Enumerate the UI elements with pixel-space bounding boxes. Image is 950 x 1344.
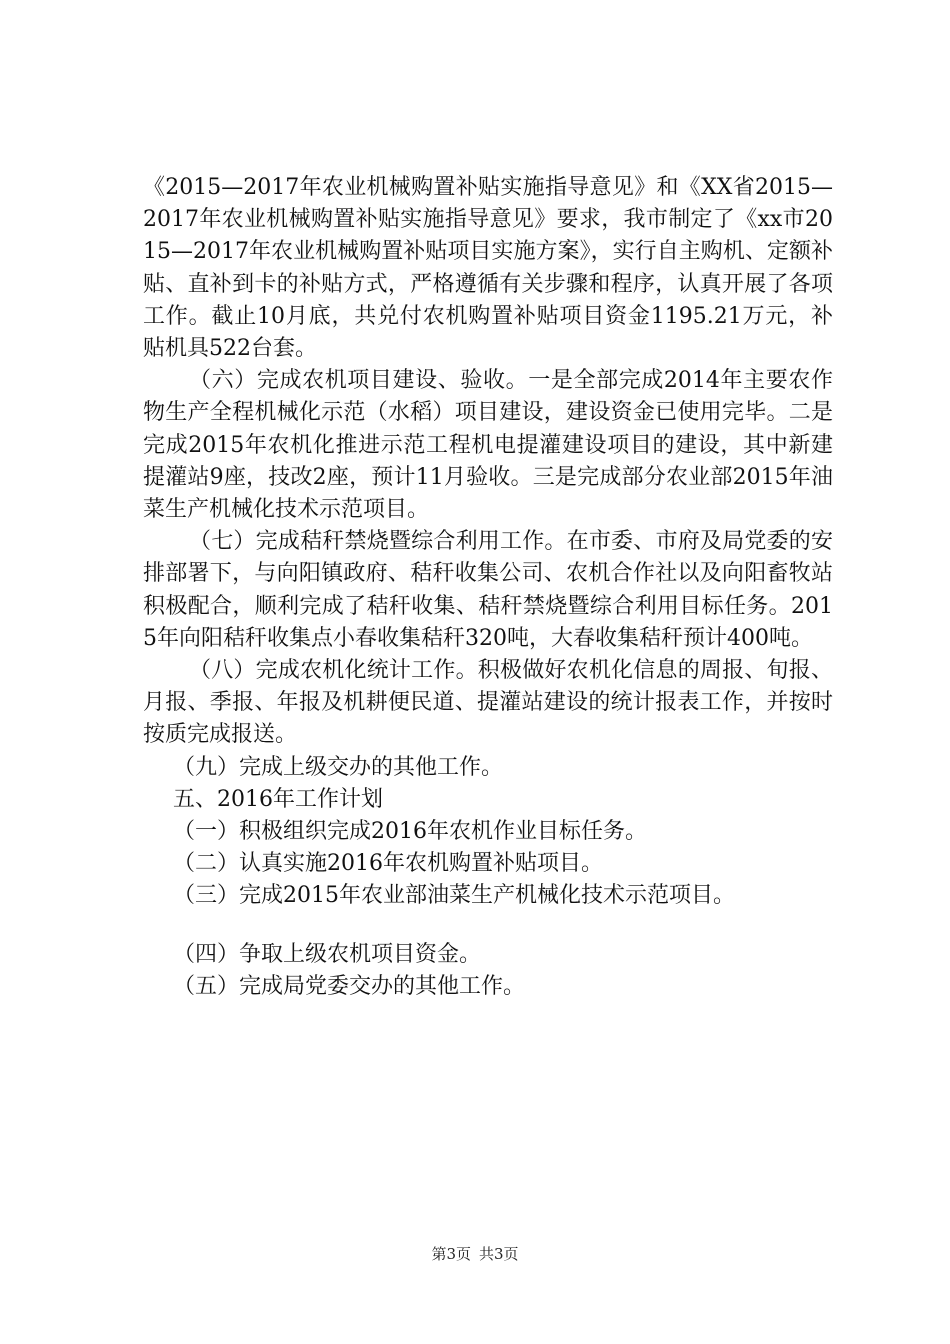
plan-item-2: （二）认真实施2016年农机购置补贴项目。: [173, 851, 603, 877]
plan-item-4: （四）争取上级农机项目资金。: [173, 941, 482, 967]
paragraph-item-7: （七）完成秸秆禁烧暨综合利用工作。在市委、市府及局党委的安排部署下，与向阳镇政府、秸秆收集公司、农机合作社以及向阳畜牧站积极配合，顺利完成了秸秆收集、秸秆禁烧暨综合利用目标任务。2015年向阳秸秆收集点小春收集秸秆320吨，大春收集秸秆预计400吨。: [143, 529, 833, 651]
paragraph-item-9: （九）完成上级交办的其他工作。: [173, 754, 504, 780]
paragraph-subsidy-policy: 《2015—2017年农业机械购置补贴实施指导意见》和《XX省2015—2017年农业机械购置补贴实施指导意见》要求，我市制定了《xx市2015—2017年农业机械购置补贴项目实施方案》，实行自主购机、定额补贴、直补到卡的补贴方式，严格遵循有关步骤和程序，认真开展了各项工作。截止10月底，共兑付农机购置补贴项目资金1195.21万元，补贴机具522台套。: [143, 175, 833, 362]
plan-item-5: （五）完成局党委交办的其他工作。: [173, 973, 526, 999]
paragraph-item-6: （六）完成农机项目建设、验收。一是全部完成2014年主要农作物生产全程机械化示范（水稻）项目建设，建设资金已使用完毕。二是完成2015年农机化推进示范工程机电提灌建设项目的建设，其中新建提灌站9座，技改2座，预计11月验收。三是完成部分农业部2015年油菜生产机械化技术示范项目。: [143, 368, 833, 523]
paragraph-item-8: （八）完成农机化统计工作。积极做好农机化信息的周报、旬报、月报、季报、年报及机耕便民道、提灌站建设的统计报表工作，并按时按质完成报送。: [143, 658, 833, 748]
plan-item-3: （三）完成2015年农业部油菜生产机械化技术示范项目。: [173, 883, 735, 909]
section-heading-2016-plan: 五、2016年工作计划: [173, 786, 383, 812]
document-body: [143, 172, 833, 1003]
page-footer: [0, 1244, 950, 1264]
plan-item-1: （一）积极组织完成2016年农机作业目标任务。: [173, 819, 647, 845]
page-number-total: 共3页: [479, 1245, 519, 1263]
page-number-current: 第3页: [431, 1245, 471, 1263]
